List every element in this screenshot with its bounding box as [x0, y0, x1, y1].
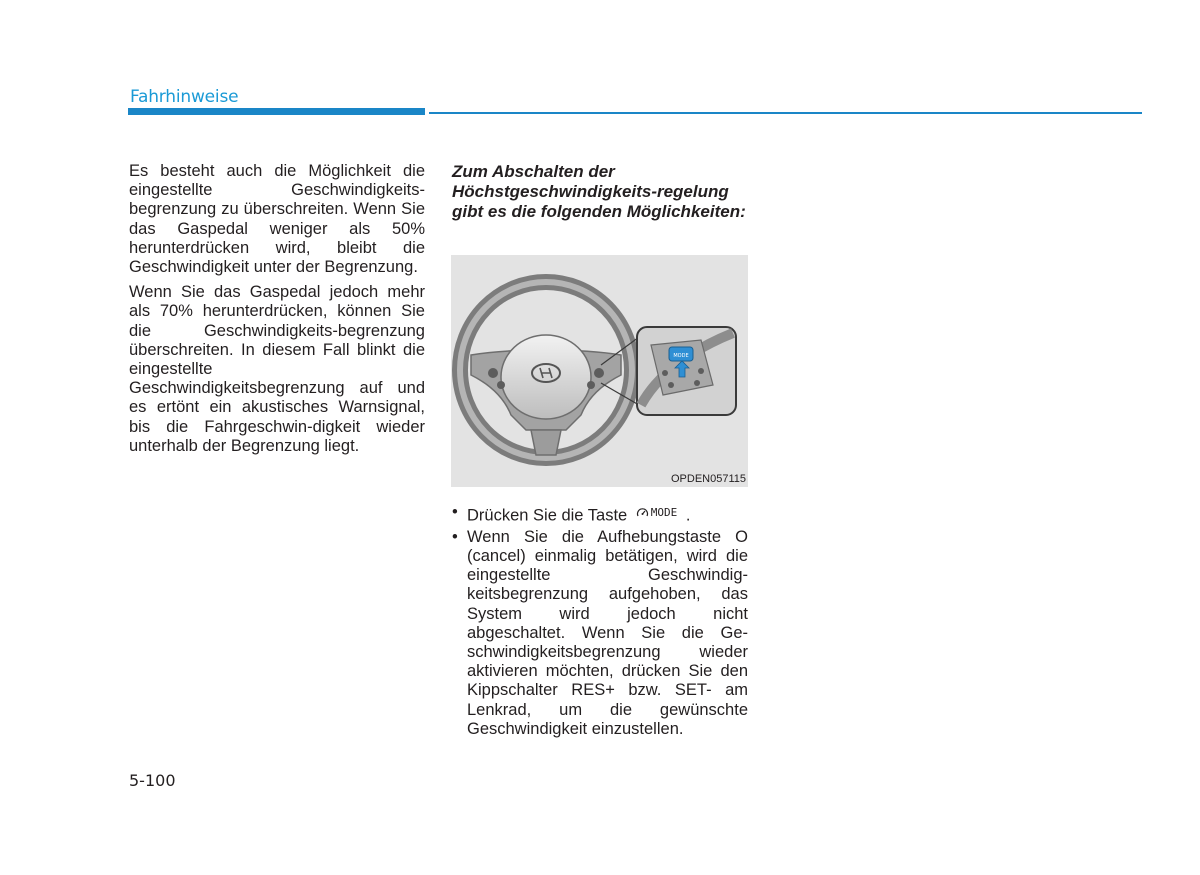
mode-key-label: MODE	[650, 506, 678, 519]
list-item	[452, 503, 748, 526]
bullet-text: Wenn Sie die Aufhebungstaste O (cancel) einmalig betätigen, wird die eingestellte Geschwindig-keitsbegrenzung aufgehoben, das System wird jedoch nicht abgeschaltet. Wenn Sie die Ge-schwindigkeitsbegrenzung wieder aktivieren möchten, drücken Sie den Kippschalter RES+ bzw. SET- am Lenkrad, um die gewünschte Geschwindigkeit einzustellen.	[467, 527, 748, 738]
steering-wheel-illustration	[451, 255, 748, 487]
section-title: Fahrhinweise	[130, 87, 239, 107]
bullet-marker: •	[452, 527, 458, 546]
deactivation-options-list	[452, 503, 748, 741]
header-accent-bar	[128, 108, 425, 115]
page-number: 5-100	[129, 771, 176, 790]
mode-key-symbol	[636, 503, 678, 522]
mode-button-label: MODE	[673, 353, 689, 359]
bullet-text-end: .	[685, 506, 691, 525]
list-item	[452, 528, 748, 739]
left-column	[129, 162, 425, 462]
lower-spoke	[531, 430, 561, 455]
paragraph-overspeed-intro: Es besteht auch die Möglichkeit die eingestellte Geschwindigkeits-begrenzung zu überschreiten. Wenn Sie das Gaspedal weniger als 50% herunterdrücken wird, bleibt die Geschwindigkeit unter der Begrenzung.	[129, 162, 425, 277]
bullet-marker: •	[452, 503, 458, 521]
figure-code: OPDEN057115	[670, 473, 746, 485]
paragraph-overspeed-warning: Wenn Sie das Gaspedal jedoch mehr als 70% herunterdrücken, können Sie die Geschwindigkeits-begrenzung überschreiten. In diesem Fall blinkt die eingestellte Geschwindigkeitsbegrenzung auf und es ertönt ein akustisches Warnsignal, bis die Fahrgeschwin-digkeit wieder unterhalb der Begrenzung liegt.	[129, 283, 425, 455]
left-control-button	[488, 368, 498, 378]
speed-limiter-icon	[636, 507, 649, 519]
steering-wheel-figure	[451, 255, 748, 487]
bullet-text: Drücken Sie die Taste	[467, 506, 628, 525]
subheading-deactivation: Zum Abschalten der Höchstgeschwindigkeits-regelung gibt es die folgenden Möglichkeiten:	[452, 162, 746, 221]
header-rule	[429, 112, 1142, 114]
right-column	[452, 162, 748, 222]
right-control-button	[594, 368, 604, 378]
airbag-cover	[501, 335, 591, 419]
